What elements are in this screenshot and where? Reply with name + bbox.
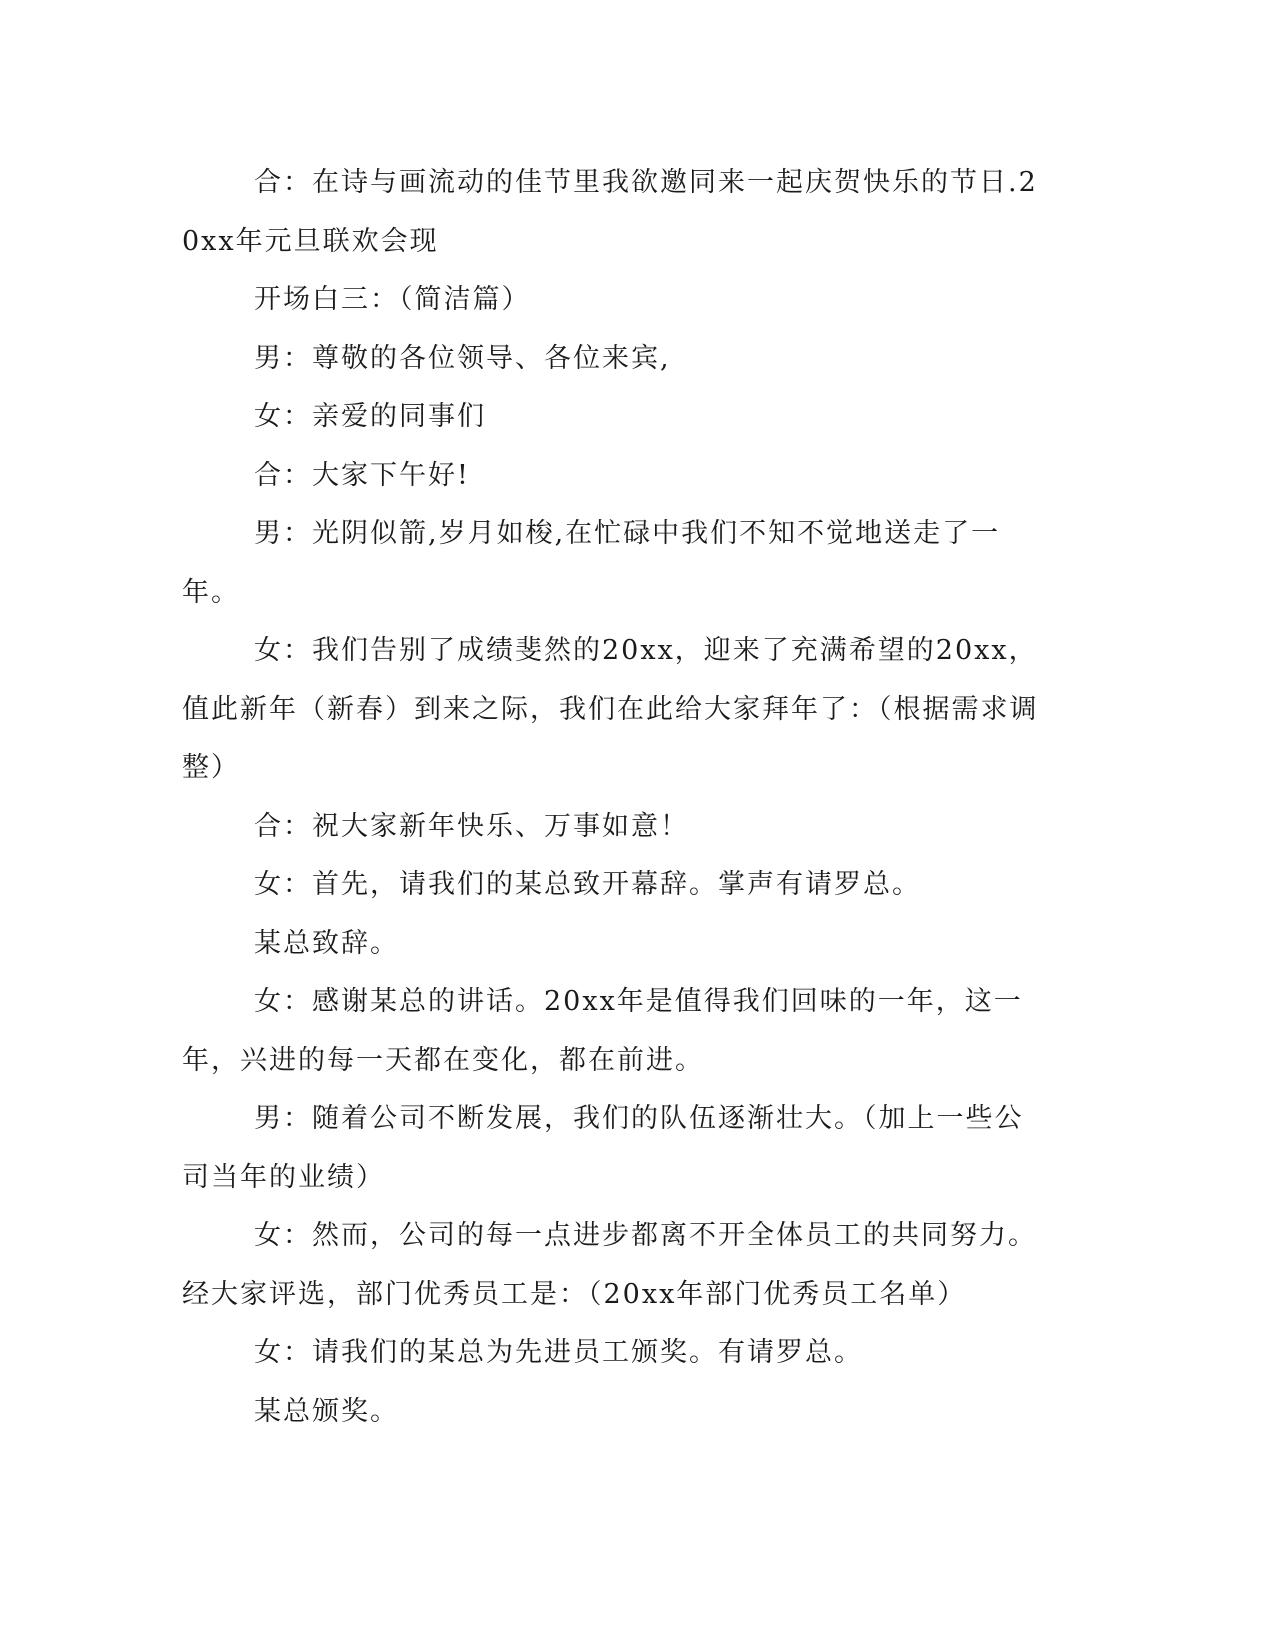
paragraph: 女：首先，请我们的某总致开幕辞。掌声有请罗总。 — [254, 869, 921, 900]
paragraph: 合：大家下午好! — [254, 459, 470, 491]
paragraph: 男：光阴似箭,岁月如梭,在忙碌中我们不知不觉地送走了一年。 — [182, 518, 1001, 608]
paragraph: 开场白三：（简洁篇） — [254, 284, 531, 315]
paragraph: 女：然而，公司的每一点进步都离不开全体员工的共同努力。经大家评选，部门优秀员工是：（20xx年部门优秀员工名单） — [182, 1220, 1037, 1310]
paragraph: 女：我们告别了成绩斐然的20xx，迎来了充满希望的20xx，值此新年（新春）到来之际，我们在此给大家拜年了：（根据需求调整） — [182, 635, 1039, 783]
document-body — [182, 154, 1052, 1441]
paragraph: 男：尊敬的各位领导、各位来宾, — [254, 342, 671, 374]
paragraph: 合：在诗与画流动的佳节里我欲邀同来一起庆贺快乐的节日.20xx年元旦联欢会现 — [182, 167, 1038, 257]
paragraph: 某总致辞。 — [254, 927, 399, 959]
paragraph: 女：亲爱的同事们 — [254, 401, 486, 432]
paragraph: 女：感谢某总的讲话。20xx年是值得我们回味的一年，这一年，兴进的每一天都在变化，都在前进。 — [182, 986, 1023, 1076]
paragraph: 合：祝大家新年快乐、万事如意！ — [254, 810, 689, 842]
paragraph: 男：随着公司不断发展，我们的队伍逐渐壮大。（加上一些公司当年的业绩） — [182, 1103, 1024, 1193]
paragraph: 女：请我们的某总为先进员工颁奖。有请罗总。 — [254, 1337, 863, 1368]
paragraph: 某总颁奖。 — [254, 1395, 399, 1427]
